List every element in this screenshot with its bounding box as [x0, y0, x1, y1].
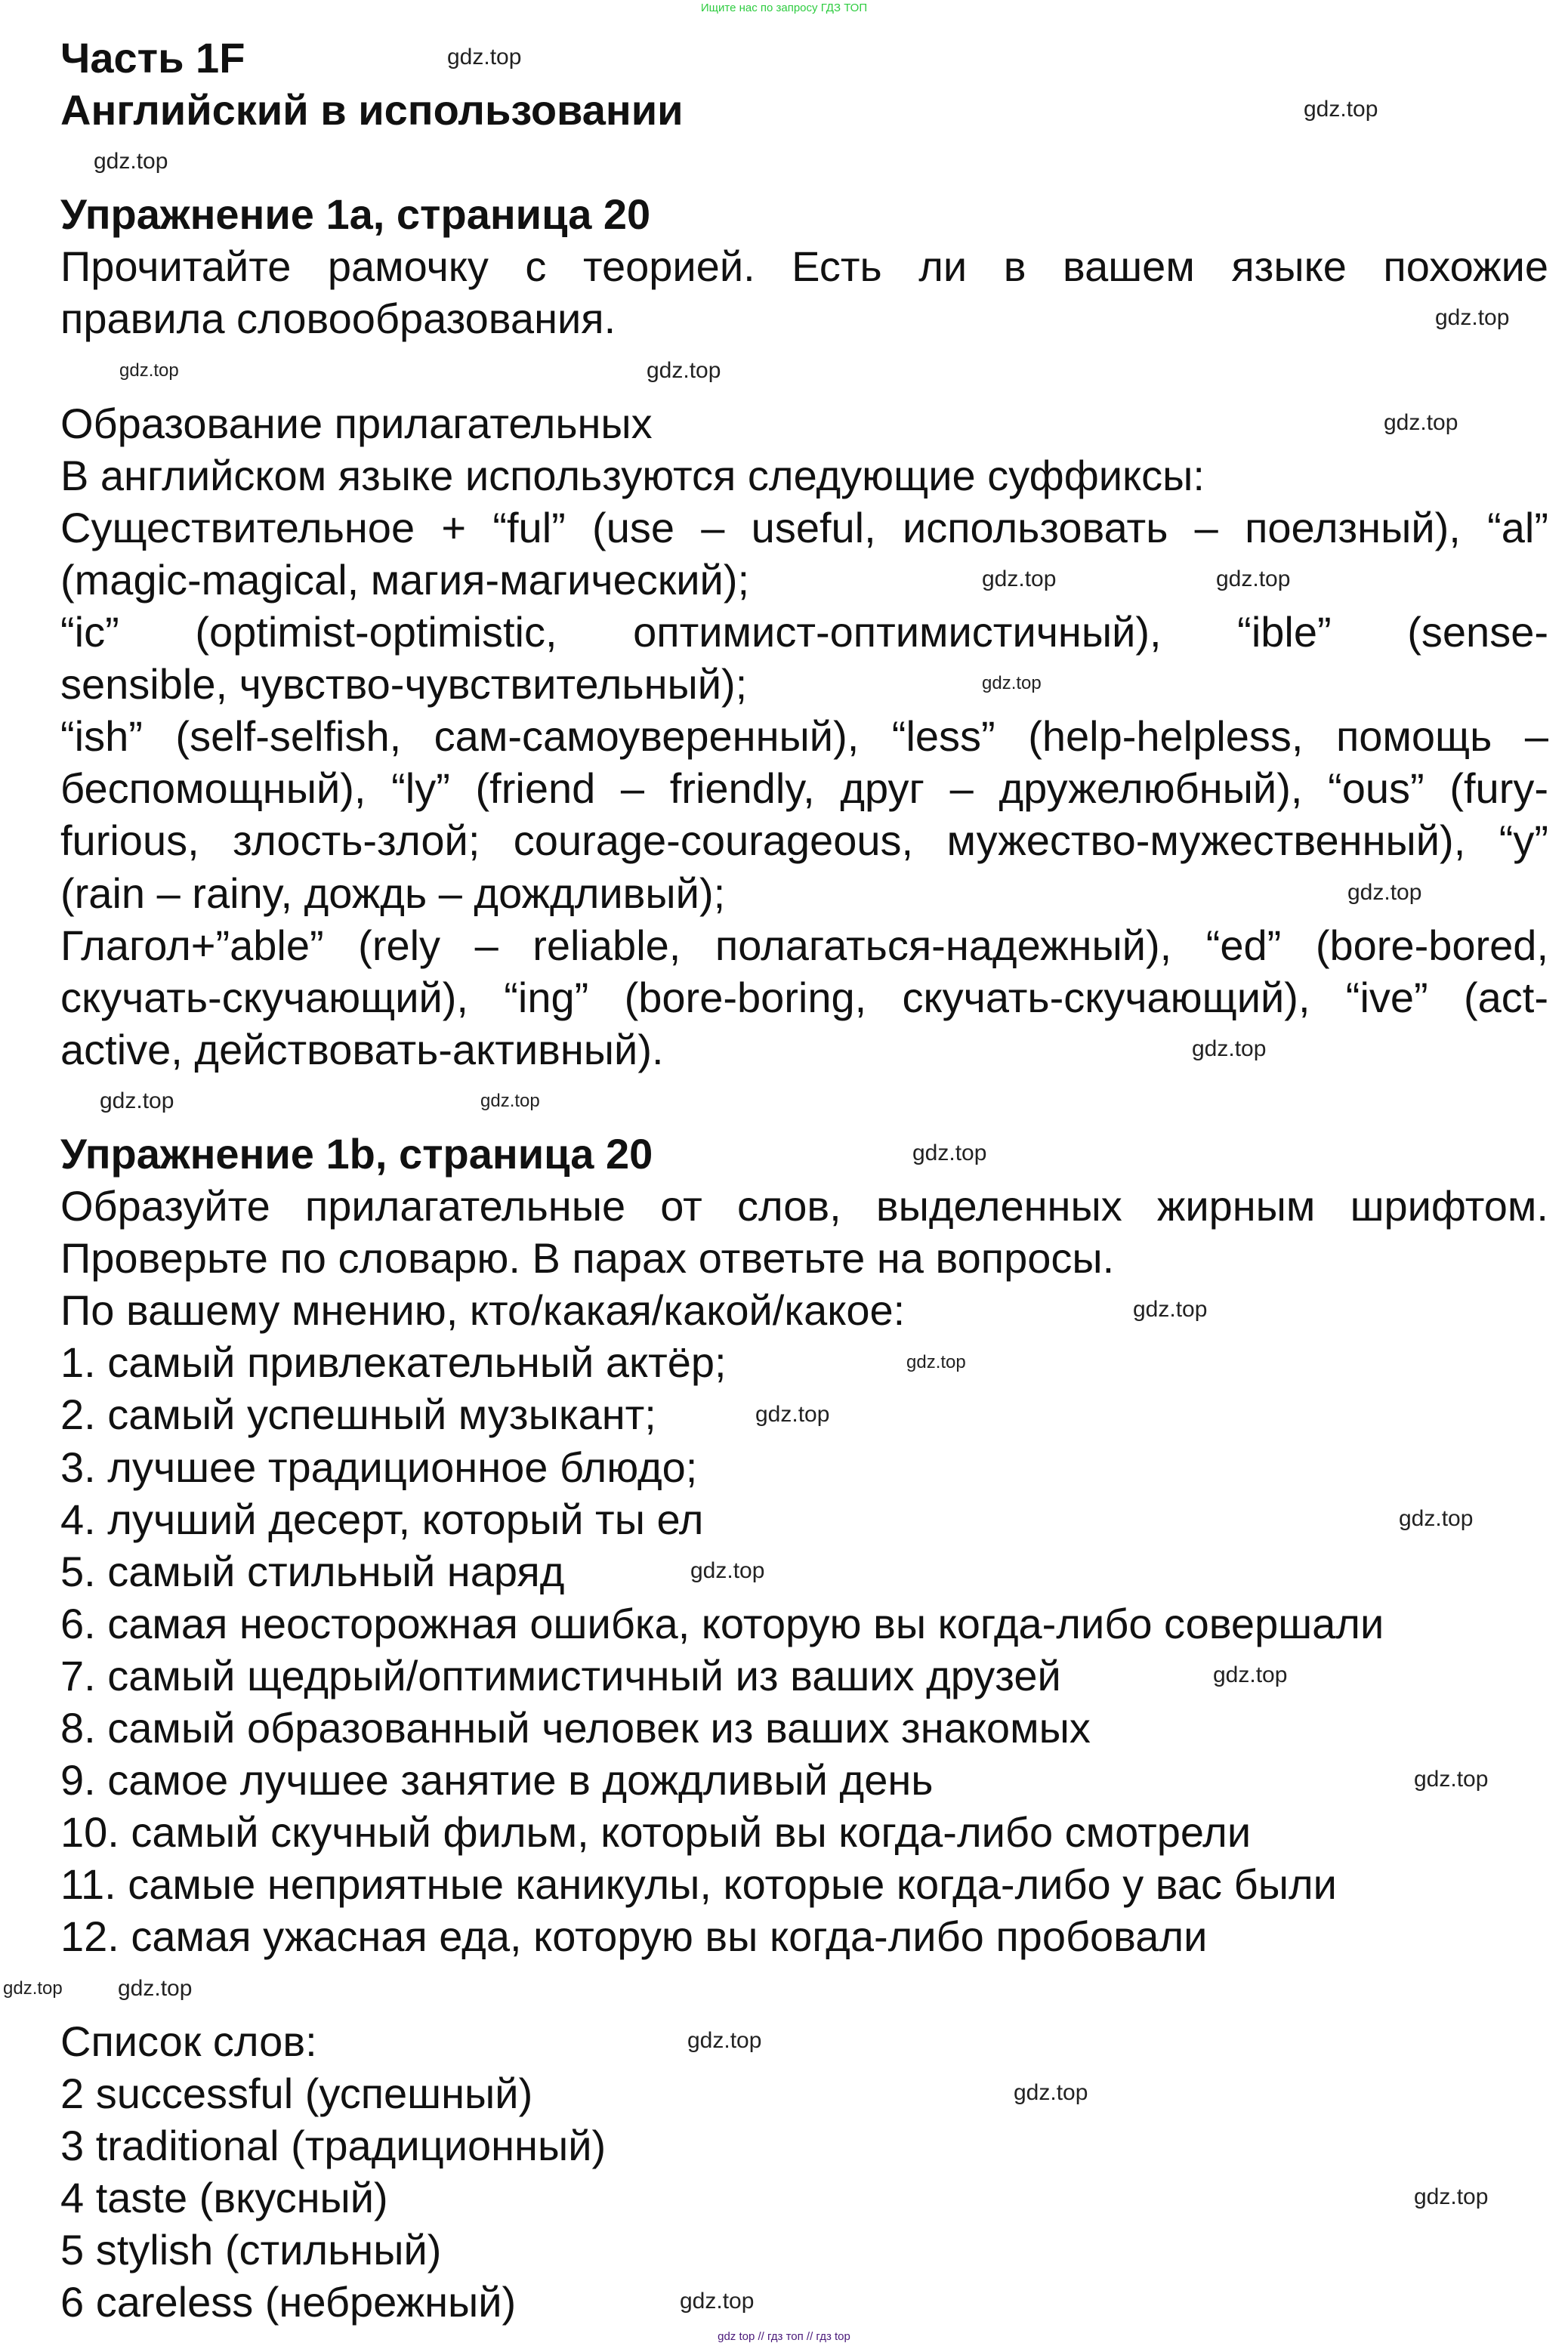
watermark: gdz.top — [1216, 566, 1291, 591]
watermark: gdz.top — [1414, 1767, 1489, 1792]
word-list-item: 6 careless (небрежный) — [60, 2278, 517, 2326]
watermark: gdz.top — [680, 2289, 755, 2314]
watermark: gdz.top — [1213, 1662, 1288, 1687]
watermark: gdz.top — [690, 1558, 765, 1583]
watermark: gdz.top — [687, 2028, 762, 2053]
text-line: “ic” (optimist-optimistic, оптимист-оптимистичный), “ible” (sense- — [60, 608, 1548, 656]
list-item: 3. лучшее традиционное блюдо; — [60, 1443, 698, 1491]
text-line: беспомощный), “ly” (friend – friendly, друг – дружелюбный), “ous” (fury- — [60, 764, 1548, 813]
watermark: gdz.top — [100, 1088, 174, 1113]
watermark: gdz.top — [1384, 410, 1458, 435]
watermark: gdz.top — [1347, 880, 1422, 905]
word-list-heading: Список слов: — [60, 2017, 317, 2065]
list-item: 11. самые неприятные каникулы, которые когда-либо у вас были — [60, 1860, 1337, 1909]
watermark: gdz.top — [755, 1402, 830, 1427]
watermark: gdz.top — [1399, 1506, 1474, 1531]
text-line: “ish” (self-selfish, сам-самоуверенный), “less” (help-helpless, помощь – — [60, 712, 1548, 761]
watermark: gdz.top — [480, 1091, 540, 1111]
text-line: скучать-скучающий), “ing” (bore-boring, скучать-скучающий), “ive” (act- — [60, 973, 1548, 1021]
bottom-banner: gdz top // гдз топ // гдз top — [718, 2330, 850, 2343]
exercise-1b-heading: Упражнение 1b, страница 20 — [60, 1129, 653, 1178]
text-line: По вашему мнению, кто/какая/какой/какое: — [60, 1286, 906, 1335]
list-item: 8. самый образованный человек из ваших знакомых — [60, 1704, 1091, 1752]
list-item: 10. самый скучный фильм, который вы когда-либо смотрели — [60, 1808, 1252, 1857]
section-title: Английский в использовании — [60, 86, 684, 134]
list-item: 4. лучший десерт, который ты ел — [60, 1495, 704, 1543]
text-line: (rain – rainy, дождь – дождливый); — [60, 869, 726, 917]
document-body — [60, 32, 1548, 2328]
watermark: gdz.top — [1133, 1297, 1208, 1322]
watermark: gdz.top — [1304, 97, 1378, 122]
list-item: 5. самый стильный наряд — [60, 1547, 565, 1595]
watermark: gdz.top — [3, 1978, 63, 1999]
text-line: Образуйте прилагательные от слов, выделенных жирным шрифтом. — [60, 1182, 1548, 1230]
list-item: 1. самый привлекательный актёр; — [60, 1338, 727, 1387]
watermark: gdz.top — [906, 1352, 966, 1372]
word-list-item: 5 stylish (стильный) — [60, 2225, 442, 2274]
text-line: sensible, чувство-чувствительный); — [60, 660, 748, 708]
list-item: 12. самая ужасная еда, которую вы когда-либо пробовали — [60, 1912, 1208, 1961]
list-item: 6. самая неосторожная ошибка, которую вы когда-либо совершали — [60, 1599, 1384, 1647]
word-list-item: 4 taste (вкусный) — [60, 2173, 388, 2221]
text-line: Прочитайте рамочку с теорией. Есть ли в вашем языке похожие — [60, 242, 1548, 291]
watermark: gdz.top — [94, 149, 168, 174]
text-line: (magic-magical, магия-магический); — [60, 555, 750, 604]
watermark: gdz.top — [912, 1141, 987, 1165]
text-line: Проверьте по словарю. В парах ответьте на вопросы. — [60, 1234, 1115, 1283]
word-list-item: 2 successful (успешный) — [60, 2069, 533, 2117]
watermark: gdz.top — [647, 358, 721, 383]
text-line: правила словообразования. — [60, 295, 616, 343]
watermark: gdz.top — [447, 45, 522, 69]
watermark: gdz.top — [1192, 1036, 1267, 1061]
watermark: gdz.top — [118, 1976, 193, 2001]
watermark: gdz.top — [119, 360, 179, 381]
list-item: 9. самое лучшее занятие в дождливый день — [60, 1756, 934, 1804]
watermark: gdz.top — [1014, 2080, 1088, 2105]
text-line: active, действовать-активный). — [60, 1025, 664, 1073]
watermark: gdz.top — [982, 673, 1042, 693]
watermark: gdz.top — [982, 566, 1057, 591]
watermark: gdz.top — [1435, 305, 1510, 330]
text-line: furious, злость-злой; courage-courageous, мужество-мужественный), “y” — [60, 816, 1548, 865]
text-line: В английском языке используются следующие суффиксы: — [60, 451, 1205, 499]
part-title: Часть 1F — [60, 34, 245, 82]
list-item: 2. самый успешный музыкант; — [60, 1391, 656, 1439]
text-line: Образование прилагательных — [60, 399, 653, 447]
word-list-item: 3 traditional (традиционный) — [60, 2121, 607, 2169]
watermark: gdz.top — [1414, 2184, 1489, 2209]
exercise-1a-heading: Упражнение 1a, страница 20 — [60, 190, 651, 239]
text-line: Существительное + “ful” (use – useful, использовать – поелзный), “al” — [60, 503, 1548, 551]
text-line: Глагол+”able” (rely – reliable, полагаться-надежный), “ed” (bore-bored, — [60, 921, 1548, 969]
list-item: 7. самый щедрый/оптимистичный из ваших друзей — [60, 1651, 1061, 1699]
top-banner: Ищите нас по запросу ГДЗ ТОП — [700, 2, 868, 14]
